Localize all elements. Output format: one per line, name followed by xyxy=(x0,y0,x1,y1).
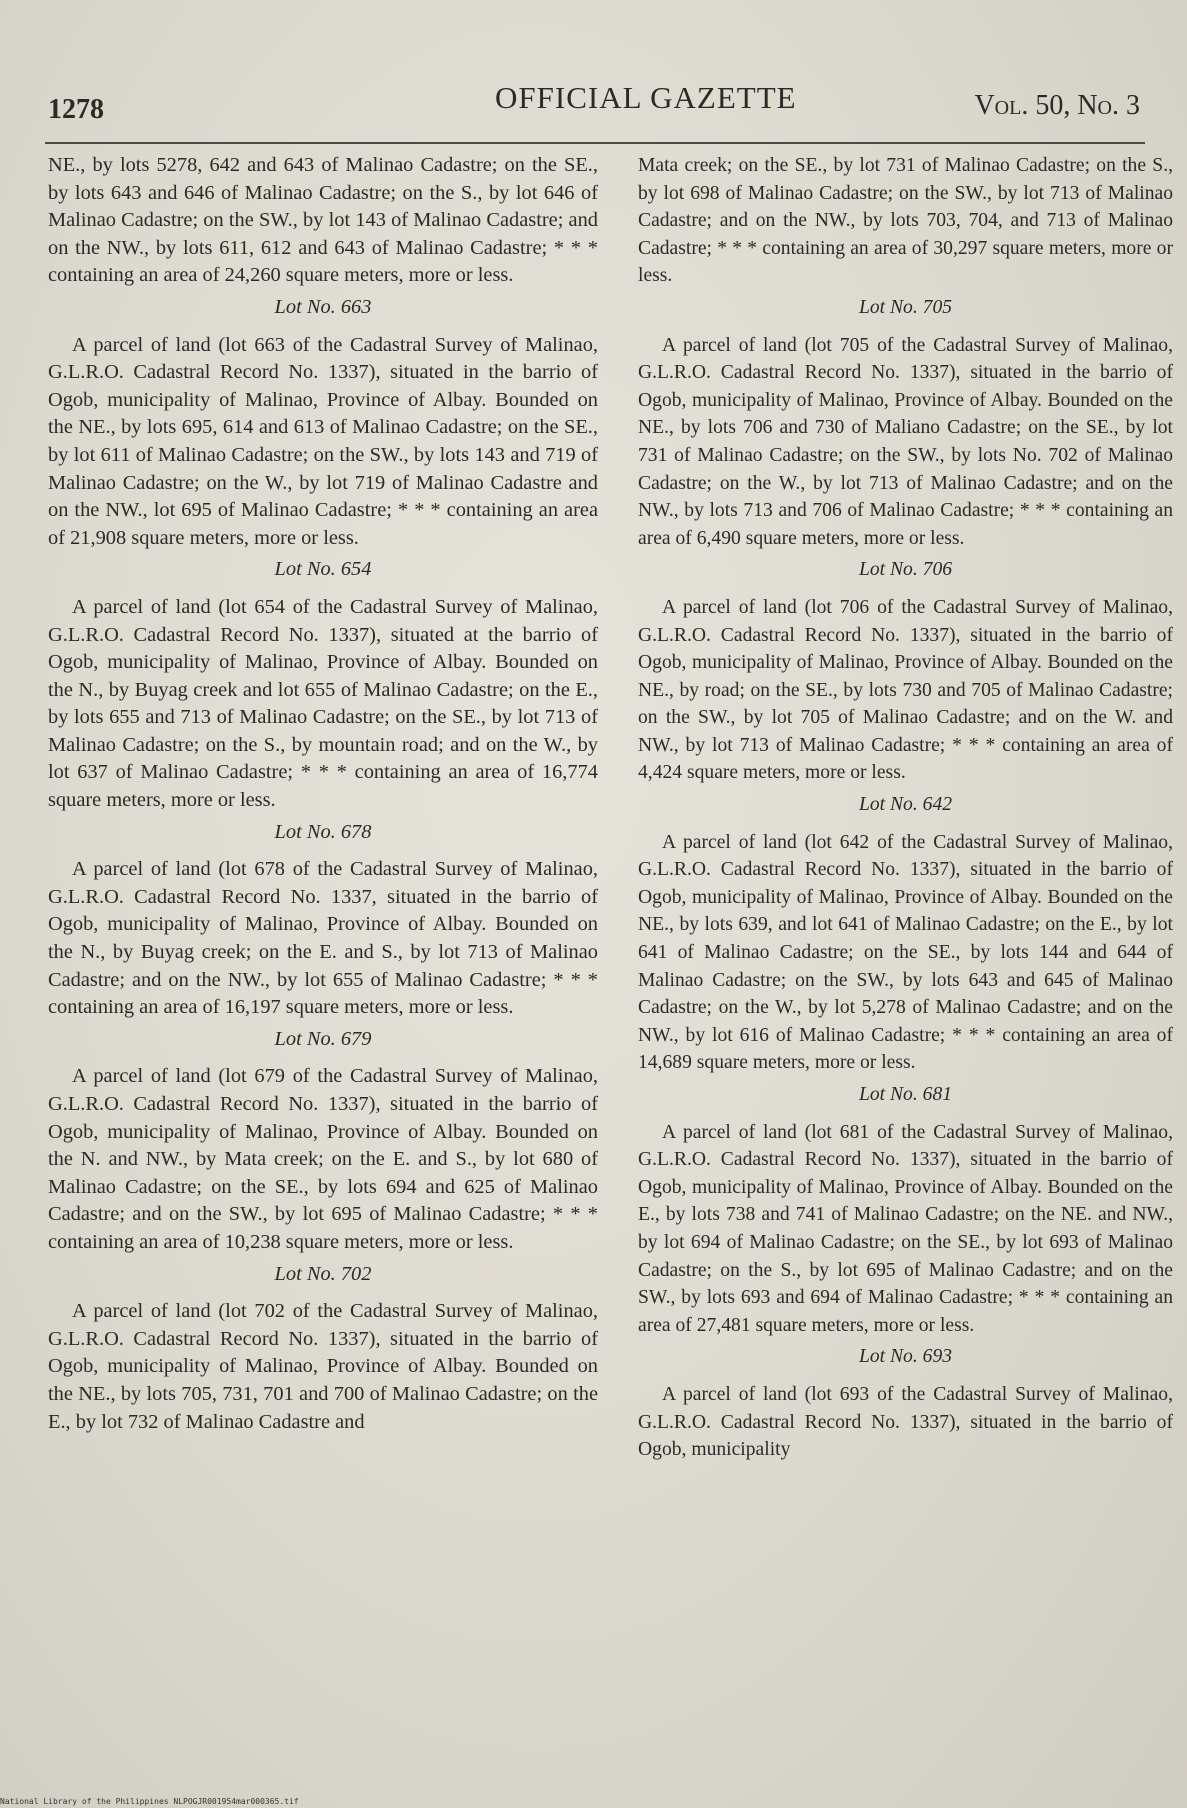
lot-heading: Lot No. 702 xyxy=(274,1262,372,1285)
right-column xyxy=(638,152,1173,1464)
lot-description: A parcel of land (lot 654 of the Cadastral Survey of Malinao, G.L.R.O. Cadastral Record No. 1337), situated at the barrio of Ogob, municipality of Malinao, Province of Albay. Bounded on the N., by Buyag creek and lot 655 of Malinao Cadastre; on the E., by lots 655 and 713 of Malinao Cadastre; on the SE., by lot 713 of Malinao Cadastre; on the S., by mountain road; and on the W., by lot 637 of Malinao Cadastre; * * * containing an area of 16,774 square meters, more or less. xyxy=(48,595,598,812)
lot-description: A parcel of land (lot 705 of the Cadastral Survey of Malinao, G.L.R.O. Cadastral Record No. 1337), situated in the barrio of Ogob, municipality of Malinao, Province of Albay. Bounded on the NE., by lots 706 and 730 of Maliano Cadastre; on the SE., by lot 731 of Malinao Cadastre; on the SW., by lots No. 702 of Malinao Cadastre; on the W., by lot 713 of Malinao Cadastre; and on the NW., by lots 713 and 706 of Malinao Cadastre; * * * containing an area of 6,490 square meters, more or less. xyxy=(638,334,1173,549)
scan-footer: National Library of the Philippines NLPOGJR001954mar000365.tif xyxy=(0,1797,299,1806)
lot-description: A parcel of land (lot 693 of the Cadastral Survey of Malinao, G.L.R.O. Cadastral Record No. 1337), situated in the barrio of Ogob, municipality xyxy=(638,1383,1173,1461)
header-rule xyxy=(45,142,1145,144)
page-number: 1278 xyxy=(48,94,104,125)
lot-heading: Lot No. 681 xyxy=(858,1084,953,1105)
lot-heading: Lot No. 706 xyxy=(858,559,953,581)
lot-heading: Lot No. 693 xyxy=(858,1346,953,1368)
lot-heading: Lot No. 679 xyxy=(274,1027,372,1050)
lot-heading: Lot No. 663 xyxy=(274,295,372,318)
lot-description: A parcel of land (lot 663 of the Cadastral Survey of Malinao, G.L.R.O. Cadastral Record No. 1337), situated in the barrio of Ogob, municipality of Malinao, Province of Albay. Bounded on the NE., by lots 695, 614 and 613 of Malinao Cadastre; on the SE., by lot 611 of Malinao Cadastre; on the SW., by lots 143 and 719 of Malinao Cadastre; on the W., by lot 719 of Malinao Cadastre and on the NW., lot 695 of Malinao Cadastre; * * * containing an area of 21,908 square meters, more or less. xyxy=(48,333,598,549)
lot-heading: Lot No. 642 xyxy=(858,794,953,816)
left-column xyxy=(48,152,598,1436)
volume-number: Vol. 50, No. 3 xyxy=(974,90,1140,121)
lot-description: A parcel of land (lot 681 of the Cadastral Survey of Malinao, G.L.R.O. Cadastral Record No. 1337), situated in the barrio of Ogob, municipality of Malinao, Province of Albay. Bounded on the E., by lots 738 and 741 of Malinao Cadastre; on the NE. and NW., by lot 694 of Malinao Cadastre; on the SE., by lot 693 of Malinao Cadastre; on the S., by lot 695 of Malinao Cadastre; and on the SW., by lots 693 and 694 of Malinao Cadastre; * * * containing an area of 27,481 square meters, more or less. xyxy=(638,1121,1173,1336)
lot-description: A parcel of land (lot 642 of the Cadastral Survey of Malinao, G.L.R.O. Cadastral Record No. 1337), situated in the barrio of Ogob, municipality of Malinao, Province of Albay. Bounded on the NE., by lots 639, and lot 641 of Malinao Cadastre; on the E., by lot 641 of Malinao Cadastre; on the SE., by lots 144 and 644 of Malinao Cadastre; on the SW., by lots 643 and 645 of Malinao Cadastre; on the W., by lot 5,278 of Malinao Cadastre; and on the NW., by lot 616 of Malinao Cadastre; * * * containing an area of 14,689 square meters, more or less. xyxy=(638,831,1173,1074)
lot-description: A parcel of land (lot 679 of the Cadastral Survey of Malinao, G.L.R.O. Cadastral Record No. 1337), situated in the barrio of Ogob, municipality of Malinao, Province of Albay. Bounded on the N. and NW., by Mata creek; on the E. and S., by lot 680 of Malinao Cadastre; on the SE., by lots 694 and 625 of Malinao Cadastre; and on the SW., by lot 695 of Malinao Cadastre; * * * containing an area of 10,238 square meters, more or less. xyxy=(48,1065,598,1253)
publication-title: OFFICIAL GAZETTE xyxy=(495,80,797,115)
lot-description: A parcel of land (lot 702 of the Cadastral Survey of Malinao, G.L.R.O. Cadastral Record No. 1337), situated in the barrio of Ogob, municipality of Malinao, Province of Albay. Bounded on the NE., by lots 705, 731, 701 and 700 of Malinao Cadastre; on the E., by lot 732 of Malinao Cadastre and xyxy=(48,1300,598,1433)
lot-description: A parcel of land (lot 678 of the Cadastral Survey of Malinao, G.L.R.O. Cadastral Record No. 1337, situated in the barrio of Ogob, municipality of Malinao, Province of Albay. Bounded on the N., by Buyag creek; on the E. and S., by lot 713 of Malinao Cadastre; and on the NW., by lot 655 of Malinao Cadastre; * * * containing an area of 16,197 square meters, more or less. xyxy=(48,858,598,1019)
continued-paragraph: Mata creek; on the SE., by lot 731 of Malinao Cadastre; on the S., by lot 698 of Malinao Cadastre; on the SW., by lot 713 of Malinao Cadastre; and on the NW., by lots 703, 704, and 713 of Malinao Cadastre; * * * containing an area of 30,297 square meters, more or less. xyxy=(638,155,1173,287)
lot-heading: Lot No. 678 xyxy=(274,820,372,843)
continued-paragraph: NE., by lots 5278, 642 and 643 of Malinao Cadastre; on the SE., by lots 643 and 646 of Malinao Cadastre; on the S., by lot 646 of Malinao Cadastre; on the SW., by lot 143 of Malinao Cadastre; and on the NW., by lots 611, 612 and 643 of Malinao Cadastre; * * * containing an area of 24,260 square meters, more or less. xyxy=(48,154,598,287)
lot-heading: Lot No. 705 xyxy=(858,296,953,318)
lot-heading: Lot No. 654 xyxy=(274,558,372,581)
lot-description: A parcel of land (lot 706 of the Cadastral Survey of Malinao, G.L.R.O. Cadastral Record No. 1337), situated in the barrio of Ogob, municipality of Malinao, Province of Albay. Bounded on the NE., by road; on the SE., by lots 730 and 705 of Malinao Cadastre; on the SW., by lot 705 of Malinao Cadastre; and on the W. and NW., by lot 713 of Malinao Cadastre; * * * containing an area of 4,424 square meters, more or less. xyxy=(638,596,1173,784)
page-header xyxy=(40,80,1140,130)
